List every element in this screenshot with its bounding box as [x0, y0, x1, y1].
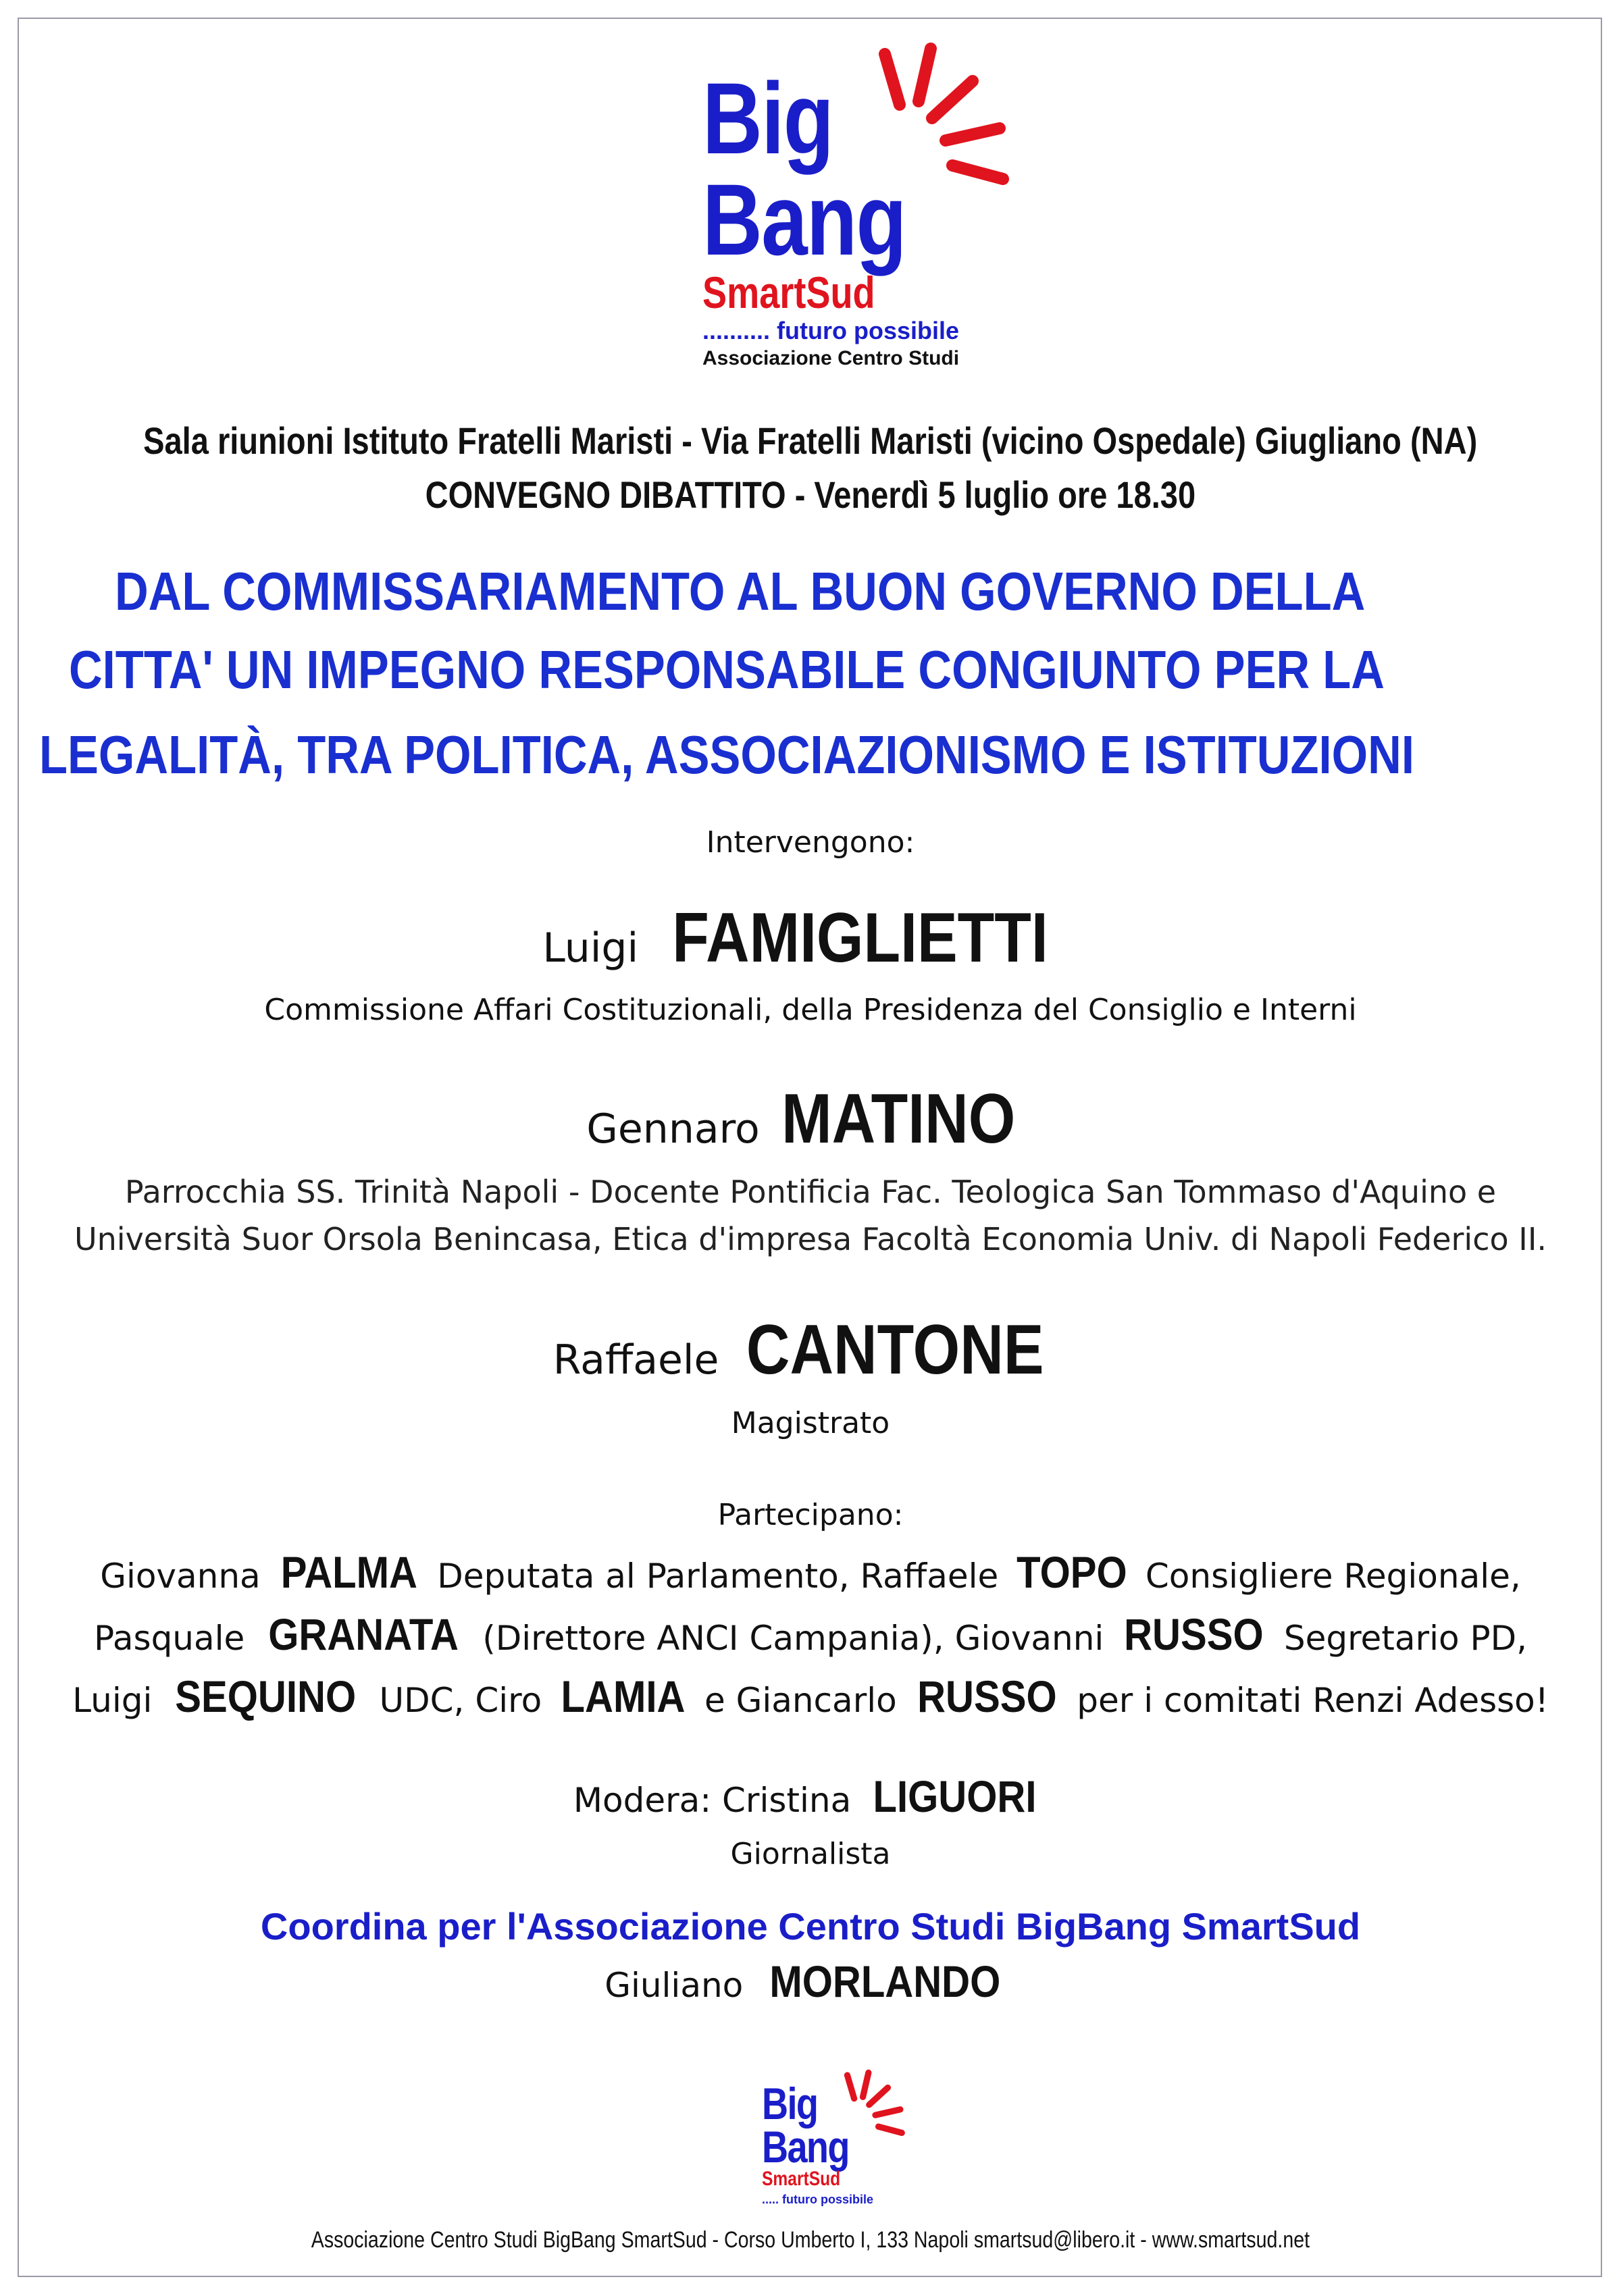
speaker-famiglietti: [0, 898, 1621, 979]
speaker-role: Magistrato: [731, 1406, 890, 1440]
speaker-last-name: CANTONE: [746, 1311, 1044, 1389]
venue-line: Sala riunioni Istituto Fratelli Maristi - Via Fratelli Maristi (vicino Ospedale) Giugliano (NA): [143, 419, 1478, 462]
logo-big: Big: [762, 2079, 818, 2129]
speaker-role: Commissione Affari Costituzionali, della Presidenza del Consiglio e Interni: [264, 993, 1357, 1027]
participant-surname: TOPO: [1017, 1547, 1127, 1597]
participant-surname: LAMIA: [561, 1671, 686, 1721]
moderator-surname: LIGUORI: [873, 1771, 1037, 1821]
logo-association: Associazione Centro Studi: [702, 347, 960, 369]
logo-slogan: .......... futuro possibile: [702, 317, 960, 344]
speaker-role: Parrocchia SS. Trinità Napoli - Docente Pontificia Fac. Teologica San Tommaso d'Aquino e: [124, 1174, 1497, 1210]
logo-big: Big: [702, 61, 833, 175]
logo-slogan: ..... futuro possibile: [762, 2193, 874, 2206]
logo-smartsud: SmartSud: [702, 267, 875, 317]
logo-smartsud: SmartSud: [762, 2168, 841, 2190]
participant-surname: SEQUINO: [175, 1671, 357, 1721]
logo-bang: Bang: [702, 163, 906, 276]
participants-line-1: Giovanna PALMA Deputata al Parlamento, Raffaele TOPO Consigliere Regionale,: [100, 1547, 1521, 1597]
speaker-last-name: FAMIGLIETTI: [671, 899, 1048, 977]
participants-label: Partecipano:: [717, 1498, 904, 1532]
coordinator-surname: MORLANDO: [769, 1956, 1001, 2006]
logo-bang: Bang: [762, 2122, 849, 2172]
speaker-cantone: [0, 1310, 1621, 1390]
footer: Associazione Centro Studi BigBang SmartSud - Corso Umberto I, 133 Napoli smartsud@libero.it - www.smartsud.net: [311, 2227, 1310, 2253]
moderator-role: Giornalista: [730, 1837, 891, 1871]
logo-top: [702, 61, 986, 378]
title-line-2: CITTA' UN IMPEGNO RESPONSABILE CONGIUNTO PER LA: [69, 640, 1385, 700]
speaker-matino: [0, 1079, 1621, 1159]
speaker-first-name: Luigi: [542, 924, 639, 972]
participant-surname: GRANATA: [268, 1609, 459, 1659]
speaker-last-name: MATINO: [781, 1080, 1016, 1158]
participant-surname: PALMA: [280, 1547, 417, 1597]
title-line-1: DAL COMMISSARIAMENTO AL BUON GOVERNO DELLA: [115, 561, 1366, 621]
title-line-3: LEGALITÀ, TRA POLITICA, ASSOCIAZIONISMO E ISTITUZIONI: [39, 725, 1414, 785]
speaker-first-name: Gennaro: [586, 1105, 760, 1153]
speaker-first-name: Raffaele: [552, 1336, 719, 1384]
speakers-label: Intervengono:: [706, 825, 915, 860]
coordinator-label: Coordina per l'Associazione Centro Studi BigBang SmartSud: [260, 1905, 1361, 1948]
event-line: CONVEGNO DIBATTITO - Venerdì 5 luglio ore 18.30: [425, 473, 1196, 516]
speaker-role: Università Suor Orsola Benincasa, Etica d'impresa Facoltà Economia Univ. di Napoli Federico II.: [74, 1221, 1547, 1257]
participant-surname: RUSSO: [917, 1671, 1057, 1721]
participant-surname: RUSSO: [1124, 1609, 1264, 1659]
logo-bottom: [762, 2081, 897, 2210]
participants-line-3: Luigi SEQUINO UDC, Ciro LAMIA e Giancarlo RUSSO per i comitati Renzi Adesso!: [72, 1671, 1549, 1721]
participants-line-2: Pasquale GRANATA (Direttore ANCI Campania), Giovanni RUSSO Segretario PD,: [93, 1609, 1528, 1659]
moderator-line: Modera: Cristina LIGUORI: [573, 1771, 1037, 1821]
coordinator-line: Giuliano MORLANDO: [604, 1956, 1001, 2006]
